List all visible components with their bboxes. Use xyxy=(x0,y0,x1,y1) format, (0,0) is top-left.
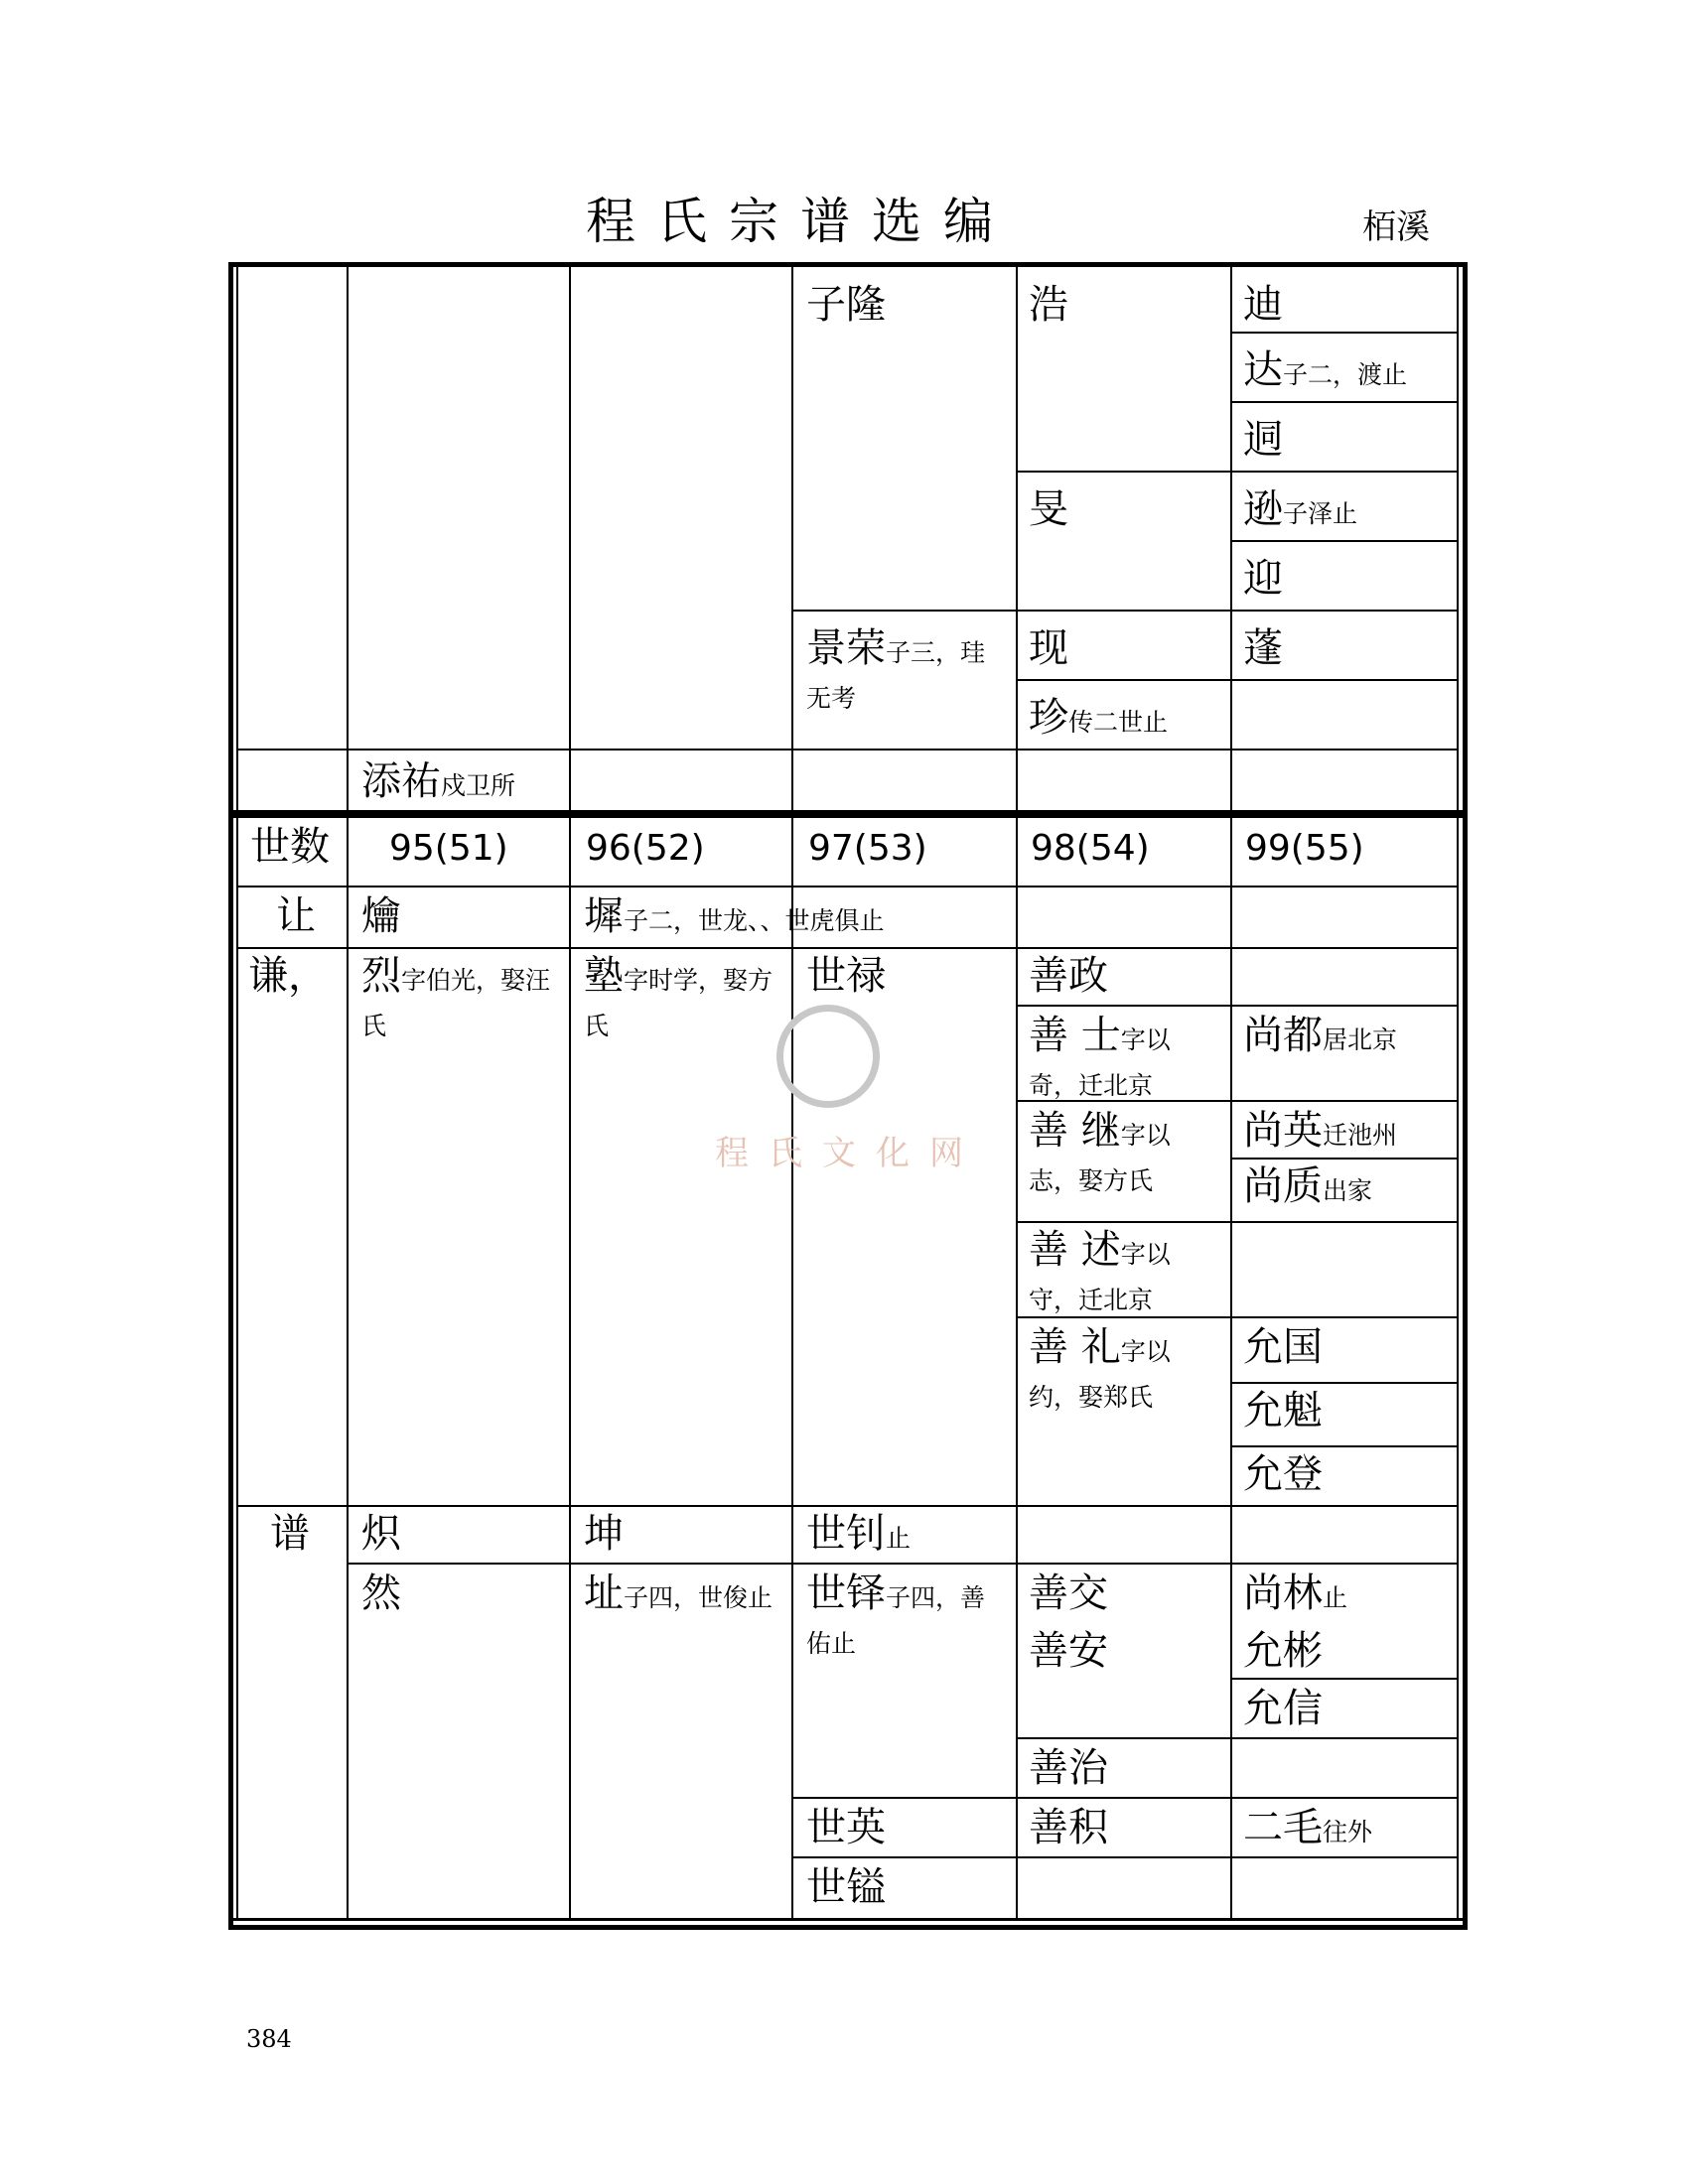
grid-line xyxy=(791,1797,1457,1799)
genealogy-entry xyxy=(1029,1013,1217,1104)
person-note: 出家 xyxy=(1323,1176,1373,1205)
person-note: 子二，世龙、、世虎俱止 xyxy=(624,906,885,935)
person-note: 字伯光，娶汪氏 xyxy=(361,966,551,1040)
genealogy-entry xyxy=(584,893,1001,939)
person-name: 坤 xyxy=(584,1511,624,1557)
person-note: 子四，世俊止 xyxy=(624,1583,774,1612)
genealogy-entry xyxy=(806,625,1005,717)
grid-line xyxy=(1230,1382,1457,1384)
grid-line xyxy=(1230,1445,1457,1447)
grid-line xyxy=(1016,1005,1457,1007)
genealogy-entry xyxy=(1243,1108,1442,1154)
genealogy-entry xyxy=(1029,1570,1217,1616)
person-note: 居北京 xyxy=(1323,1025,1398,1054)
genealogy-entry xyxy=(1243,1686,1442,1731)
person-name: 二毛 xyxy=(1243,1805,1323,1850)
generation-header: 97(53) xyxy=(808,828,927,869)
grid-line xyxy=(236,749,1457,751)
genealogy-entry xyxy=(248,953,338,999)
grid-line xyxy=(1016,679,1457,681)
person-name: 世钊 xyxy=(806,1511,886,1557)
person-name: 善交 xyxy=(1029,1570,1108,1616)
grid-line xyxy=(347,1563,1457,1565)
grid-line xyxy=(236,1505,1457,1507)
person-note: 字以约，娶郑氏 xyxy=(1029,1337,1171,1412)
genealogy-entry xyxy=(806,1805,1005,1850)
person-name: 善 士 xyxy=(1029,1013,1121,1058)
genealogy-entry xyxy=(806,1511,1005,1557)
person-name: 尚质 xyxy=(1243,1163,1323,1209)
person-name: 善 继 xyxy=(1029,1108,1121,1154)
person-name: 尚都 xyxy=(1243,1013,1323,1058)
genealogy-entry xyxy=(361,953,558,1044)
genealogy-entry xyxy=(1029,625,1217,671)
grid-line xyxy=(791,1856,1457,1858)
grid-line xyxy=(347,266,349,810)
genealogy-entry xyxy=(1243,417,1442,463)
person-name: 善 礼 xyxy=(1029,1324,1121,1370)
grid-line xyxy=(1230,266,1232,810)
person-name: 然 xyxy=(361,1570,401,1616)
page-number: 384 xyxy=(246,2025,292,2053)
person-name: 烈 xyxy=(361,953,401,999)
watermark-text: 程氏文化网 xyxy=(715,1134,983,1173)
person-note: 字以志，娶方氏 xyxy=(1029,1121,1171,1195)
person-note: 子二，渡止 xyxy=(1283,360,1408,389)
person-note: 止 xyxy=(1323,1583,1348,1612)
person-name: 允彬 xyxy=(1243,1628,1323,1674)
person-note: 戍卫所 xyxy=(441,771,516,800)
person-note: 止 xyxy=(886,1524,912,1553)
person-name: 爚 xyxy=(361,893,401,939)
genealogy-entry xyxy=(1029,695,1217,741)
section-divider xyxy=(228,810,1468,818)
generation-header: 世数 xyxy=(250,824,330,870)
person-note: 字时学，娶方氏 xyxy=(584,966,774,1040)
place-name: 栢溪 xyxy=(1362,207,1430,247)
grid-line xyxy=(236,886,1457,887)
person-note: 字以守，迁北京 xyxy=(1029,1240,1171,1314)
genealogy-entry xyxy=(1029,1805,1217,1850)
person-note: 往外 xyxy=(1323,1818,1373,1846)
person-name: 允登 xyxy=(1243,1451,1323,1497)
generation-header: 99(55) xyxy=(1245,828,1364,869)
person-name: 迪 xyxy=(1243,282,1283,328)
person-name: 世英 xyxy=(806,1805,886,1850)
person-name: 世铎 xyxy=(806,1570,886,1616)
genealogy-entry xyxy=(1029,486,1217,532)
generation-header: 95(51) xyxy=(389,828,508,869)
genealogy-entry xyxy=(270,1511,330,1557)
genealogy-entry xyxy=(1243,1013,1442,1058)
genealogy-entry xyxy=(1243,1324,1442,1370)
grid-line xyxy=(1457,818,1459,1918)
person-name: 允信 xyxy=(1243,1686,1323,1731)
grid-line xyxy=(236,818,238,1918)
person-name: 世禄 xyxy=(806,953,886,999)
grid-line xyxy=(1457,266,1459,810)
person-name: 珍 xyxy=(1029,695,1068,741)
genealogy-entry xyxy=(1243,1628,1442,1674)
person-note: 子四，善佑止 xyxy=(806,1583,986,1658)
genealogy-entry xyxy=(1243,1451,1442,1497)
genealogy-entry xyxy=(1243,1388,1442,1433)
person-name: 尚英 xyxy=(1243,1108,1323,1154)
person-note: 传二世止 xyxy=(1068,708,1169,737)
person-note: 迁池州 xyxy=(1323,1121,1398,1150)
genealogy-entry xyxy=(584,953,780,1044)
person-note: 字以奇，迁北京 xyxy=(1029,1025,1171,1100)
person-name: 允魁 xyxy=(1243,1388,1323,1433)
genealogy-entry xyxy=(1029,953,1217,999)
generation-header: 98(54) xyxy=(1031,828,1150,869)
genealogy-entry xyxy=(361,1570,560,1616)
genealogy-entry xyxy=(361,1511,560,1557)
person-note: 子三，珪无考 xyxy=(806,638,986,713)
person-name: 景荣 xyxy=(806,625,886,671)
grid-line xyxy=(791,610,1457,612)
genealogy-entry xyxy=(1029,1108,1217,1199)
person-name: 炽 xyxy=(361,1511,401,1557)
person-name: 子隆 xyxy=(806,282,886,328)
grid-line xyxy=(1016,266,1018,810)
genealogy-entry xyxy=(1243,282,1442,328)
person-name: 旻 xyxy=(1029,486,1068,532)
genealogy-entry xyxy=(361,893,560,939)
person-name: 让 xyxy=(276,893,316,939)
person-name: 善政 xyxy=(1029,953,1108,999)
genealogy-entry xyxy=(584,1570,780,1616)
genealogy-entry xyxy=(806,1864,1005,1910)
genealogy-entry xyxy=(276,893,336,939)
person-name: 迎 xyxy=(1243,556,1283,602)
person-name: 址 xyxy=(584,1570,624,1616)
person-name: 谱 xyxy=(270,1511,310,1557)
page-title: 程氏宗谱选编 xyxy=(586,193,1015,250)
grid-line xyxy=(1016,1737,1457,1739)
person-name: 塾 xyxy=(584,953,624,999)
person-name: 浩 xyxy=(1029,282,1068,328)
grid-line xyxy=(569,266,571,810)
genealogy-entry xyxy=(1243,1570,1442,1616)
person-name: 现 xyxy=(1029,625,1068,671)
person-name: 善积 xyxy=(1029,1805,1108,1850)
grid-line xyxy=(1230,401,1457,403)
person-name: 允国 xyxy=(1243,1324,1323,1370)
person-name: 善 述 xyxy=(1029,1227,1121,1273)
genealogy-entry xyxy=(1029,1227,1217,1318)
genealogy-entry xyxy=(1029,1324,1217,1416)
grid-line xyxy=(791,266,793,810)
grid-line xyxy=(1230,1678,1457,1680)
genealogy-entry xyxy=(1243,1163,1442,1209)
genealogy-entry xyxy=(361,758,560,804)
person-name: 逊 xyxy=(1243,486,1283,532)
grid-line xyxy=(1016,818,1018,1918)
genealogy-entry xyxy=(1243,347,1442,393)
genealogy-entry xyxy=(806,953,1005,999)
person-note: 子泽止 xyxy=(1283,499,1358,528)
grid-line xyxy=(1230,332,1457,334)
person-name: 善安 xyxy=(1029,1628,1108,1674)
person-name: 蓬 xyxy=(1243,625,1283,671)
genealogy-entry xyxy=(1243,486,1442,532)
bottom-rule xyxy=(233,1918,1463,1921)
person-name: 墀 xyxy=(584,893,624,939)
person-name: 迵 xyxy=(1243,417,1283,463)
grid-line xyxy=(791,818,793,1918)
person-name: 尚林 xyxy=(1243,1570,1323,1616)
grid-line xyxy=(236,947,1457,949)
grid-line xyxy=(1016,471,1457,473)
person-name: 达 xyxy=(1243,347,1283,393)
generation-header: 96(52) xyxy=(586,828,705,869)
genealogy-entry xyxy=(806,1570,1005,1662)
genealogy-entry xyxy=(806,282,1005,328)
grid-line xyxy=(1230,818,1232,1918)
grid-line xyxy=(236,266,238,810)
person-name: 添祐 xyxy=(361,758,441,804)
person-name: 谦， xyxy=(248,953,328,999)
person-name: 世镒 xyxy=(806,1864,886,1910)
genealogy-entry xyxy=(584,1511,782,1557)
grid-line xyxy=(569,818,571,1918)
genealogy-entry xyxy=(1029,282,1217,328)
watermark-seal-icon xyxy=(776,1005,880,1108)
genealogy-entry xyxy=(1029,1745,1217,1791)
grid-line xyxy=(1230,540,1457,542)
genealogy-entry xyxy=(1243,625,1442,671)
genealogy-entry xyxy=(1243,556,1442,602)
genealogy-entry xyxy=(1243,1805,1442,1850)
grid-line xyxy=(1016,1221,1457,1223)
genealogy-entry xyxy=(1029,1628,1217,1674)
person-name: 善治 xyxy=(1029,1745,1108,1791)
grid-line xyxy=(1230,1158,1457,1160)
grid-line xyxy=(347,818,349,1918)
